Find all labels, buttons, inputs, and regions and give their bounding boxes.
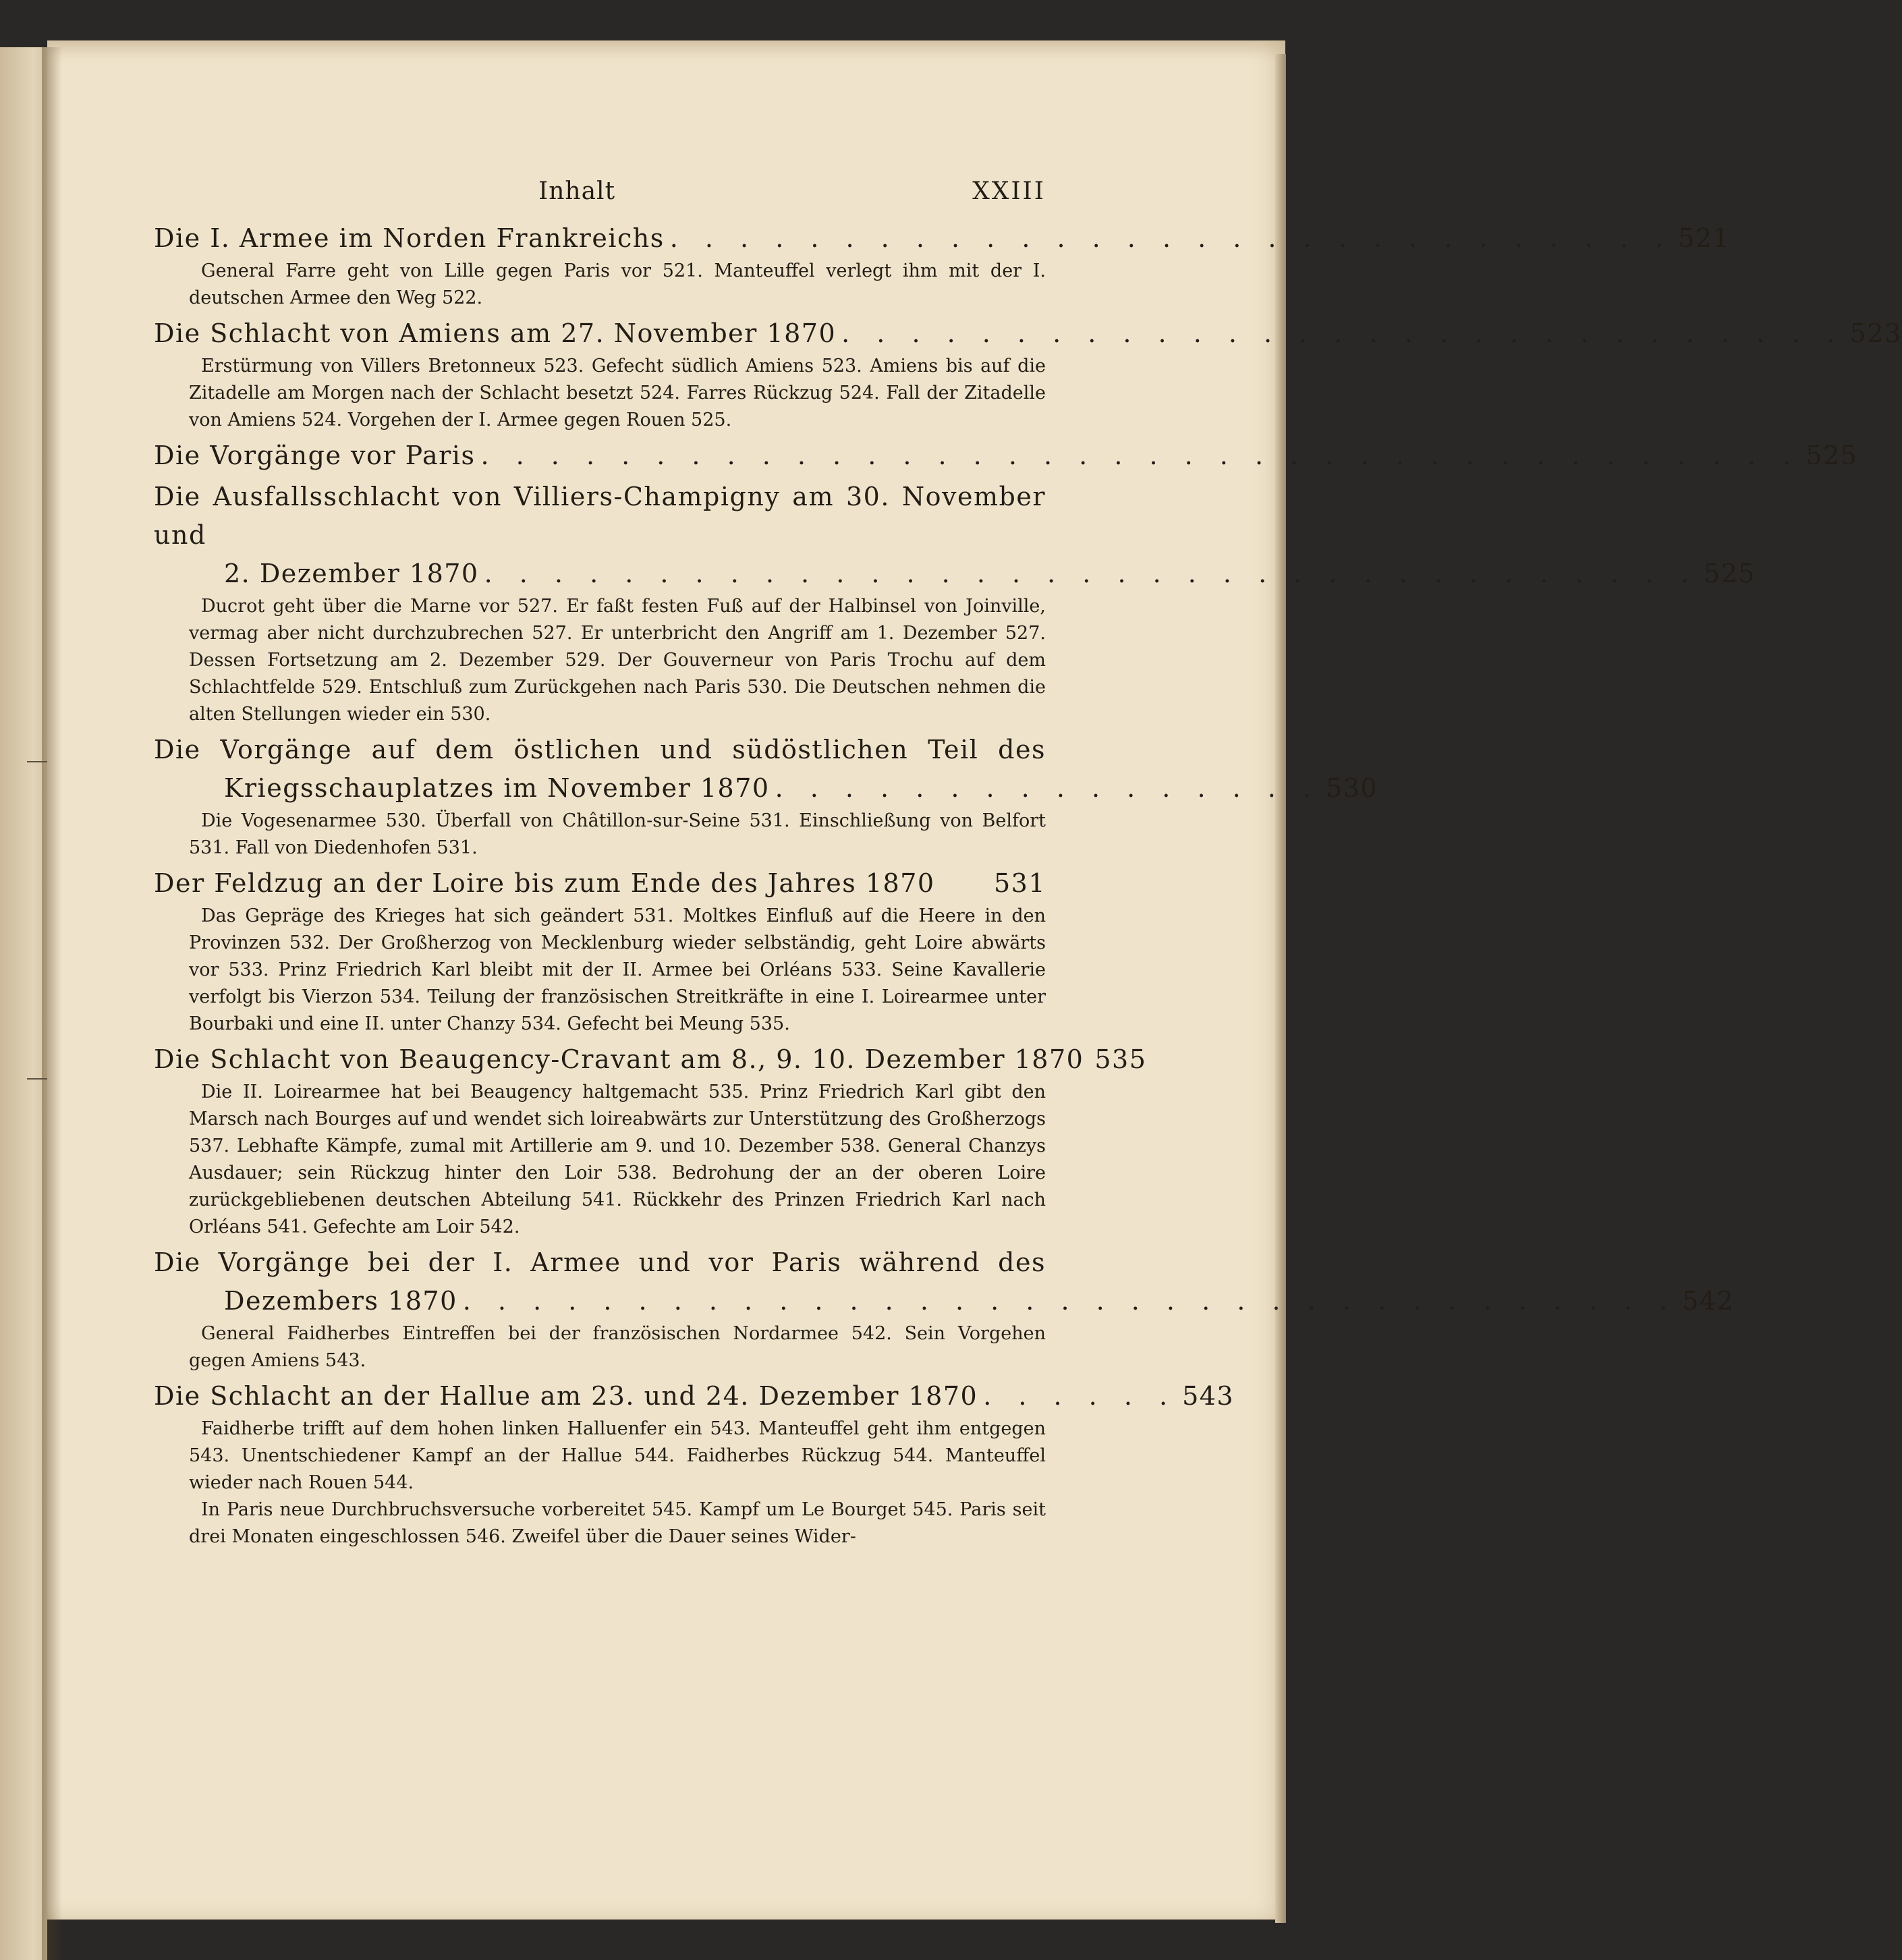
entry-page: 523 bbox=[1849, 318, 1902, 348]
summary-text: Faidherbe trifft auf dem hohen linken Halluenfer ein 543. Manteuffel geht ihm entgegen 543. Unentschiedener Kampf an der Hallue 544. Faidherbes Rückzug 544. Manteuffel wieder nach Rouen 544. bbox=[189, 1418, 1046, 1493]
toc-entry bbox=[154, 1243, 1735, 1374]
summary-text: Die II. Loirearmee hat bei Beaugency haltgemacht 535. Prinz Friedrich Karl gibt den Marsch nach Bourges auf und wendet sich loireabwärts zur Unterstützung des Großherzogs 537. Lebhafte Kämpfe, zumal mit Artillerie am 9. und 10. Dezember 538. General Chanzys Ausdauer; sein Rückzug hinter den Loir 538. Bedrohung der an der oberen Loire zurückgebliebenen deutschen Abteilung 541. Rückkehr des Prinzen Friedrich Karl nach Orléans 541. Gefechte am Loir 542. bbox=[189, 1082, 1046, 1237]
page-number: XXIII bbox=[972, 177, 1046, 205]
running-head bbox=[154, 172, 1046, 219]
entry-summary bbox=[154, 258, 1046, 312]
leader-dots: . . . . . . . . . . . . . . . . . . . . . . . . . . . . . . . . . . . . . . bbox=[480, 441, 1801, 470]
summary-text: Ducrot geht über die Marne vor 527. Er faßt festen Fuß auf der Halbinsel von Joinville, vermag aber nicht durchzubrechen 527. Er unterbricht den Angriff am 1. Dezember 527. Dessen Fortsetzung am 2. Dezember 529. Der Gouverneur von Paris Trochu auf dem Schlachtfelde 529. Entschluß zum Zurückgehen nach Paris 530. Die Deutschen nehmen die alten Stellungen wieder ein 530. bbox=[189, 596, 1046, 725]
entry-title: Die I. Armee im Norden Frankreichs bbox=[154, 223, 665, 253]
entry-title-line-1: Die Ausfallsschlacht von Villiers-Champigny am 30. November und bbox=[154, 482, 1046, 550]
summary-text: General Farre geht von Lille gegen Paris vor 521. Manteuffel verlegt ihm mit der I. deutschen Armee den Weg 522. bbox=[189, 260, 1046, 308]
toc-entry bbox=[154, 731, 1378, 862]
summary-text: Erstürmung von Villers Bretonneux 523. Gefecht südlich Amiens 523. Amiens bis auf die Zitadelle am Morgen nach der Schlacht besetzt 524. Farres Rückzug 524. Fall der Zitadelle von Amiens 524. Vorgehen der I. Armee gegen Rouen 525. bbox=[189, 356, 1046, 430]
entry-title: Die Schlacht an der Hallue am 23. und 24. Dezember 1870 bbox=[154, 1381, 978, 1411]
entry-heading bbox=[154, 314, 1902, 353]
leader-dots: . . . . . . bbox=[983, 1381, 1177, 1411]
entry-summary bbox=[154, 353, 1046, 434]
entry-summary bbox=[154, 1320, 1046, 1374]
entry-title: Die Vorgänge vor Paris bbox=[154, 441, 476, 470]
entry-page: 543 bbox=[1182, 1381, 1235, 1411]
entry-summary bbox=[154, 903, 1046, 1038]
leader-dots: . . . . . . . . . . . . . . . . . . . . . . . . . . . . . bbox=[669, 223, 1673, 253]
leader-dots: . . . . . . . . . . . . . . . . . . . . . . . . . . . . . . . . . . . bbox=[484, 559, 1699, 588]
entry-title-line-1: Die Vorgänge auf dem östlichen und südöstlichen Teil des bbox=[154, 735, 1046, 764]
entry-page: 542 bbox=[1682, 1286, 1735, 1316]
summary-text-continued: In Paris neue Durchbruchsversuche vorbereitet 545. Kampf um Le Bourget 545. Paris seit drei Monaten eingeschlossen 546. Zweifel über die Dauer seines Wider- bbox=[189, 1499, 1046, 1547]
summary-text: Das Gepräge des Krieges hat sich geändert 531. Moltkes Einfluß auf die Heere in den Provinzen 532. Der Großherzog von Mecklenburg wieder selbständig, geht Loire abwärts vor 533. Prinz Friedrich Karl bleibt mit der II. Armee bei Orléans 533. Seine Kavallerie verfolgt bis Vierzon 534. Teilung der französischen Streitkräfte in eine I. Loirearmee unter Bourbaki und eine II. unter Chanzy 534. Gefecht bei Meung 535. bbox=[189, 905, 1046, 1034]
entry-page: 521 bbox=[1678, 223, 1731, 253]
toc-entry bbox=[154, 1377, 1235, 1550]
entry-heading bbox=[154, 555, 1756, 593]
toc-entry bbox=[154, 1040, 1147, 1241]
leader-dots: . . . . . . . . . . . . . . . . . . . . . . . . . . . . . . . . . . . bbox=[462, 1286, 1677, 1316]
summary-text: Die Vogesenarmee 530. Überfall von Châtillon-sur-Seine 531. Einschließung von Belfort 531. Fall von Diedenhofen 531. bbox=[189, 810, 1046, 858]
entry-page: 535 bbox=[1094, 1044, 1147, 1074]
entry-summary bbox=[154, 593, 1046, 728]
entry-title: Die Schlacht von Amiens am 27. November 1870 bbox=[154, 318, 837, 348]
entry-title: Der Feldzug an der Loire bis zum Ende des Jahres 1870 bbox=[154, 868, 935, 898]
running-head-title: Inhalt bbox=[538, 177, 616, 205]
entry-heading bbox=[154, 219, 1731, 258]
entry-heading bbox=[154, 864, 1046, 903]
entry-heading bbox=[154, 1282, 1735, 1320]
entry-title: Kriegsschauplatzes im November 1870 bbox=[224, 773, 770, 803]
margin-tick bbox=[27, 1078, 47, 1080]
entry-summary bbox=[154, 1079, 1046, 1241]
entry-page: 525 bbox=[1806, 441, 1858, 470]
toc-entry bbox=[154, 437, 1858, 475]
entry-summary bbox=[154, 1416, 1046, 1550]
entry-heading bbox=[154, 437, 1858, 475]
entry-heading bbox=[154, 1377, 1235, 1416]
entry-title: 2. Dezember 1870 bbox=[224, 559, 479, 588]
entry-title: Dezembers 1870 bbox=[224, 1286, 457, 1316]
toc-entry bbox=[154, 219, 1731, 312]
toc-entry bbox=[154, 314, 1902, 434]
facing-page-edge bbox=[0, 47, 47, 1960]
entry-heading bbox=[154, 1040, 1147, 1079]
leader-dots: . . . . . . . . . . . . . . . . bbox=[775, 773, 1321, 803]
margin-tick bbox=[27, 761, 47, 762]
toc-entry bbox=[154, 478, 1756, 728]
leader-dots: . . . . . . . . . . . . . . . . . . . . . . . . . . . . . bbox=[841, 318, 1845, 348]
entry-page: 525 bbox=[1704, 559, 1756, 588]
entry-heading bbox=[154, 769, 1378, 808]
table-of-contents bbox=[154, 172, 1902, 1553]
summary-text: General Faidherbes Eintreffen bei der französischen Nordarmee 542. Sein Vorgehen gegen Amiens 543. bbox=[189, 1323, 1046, 1371]
entry-title-line-1: Die Vorgänge bei der I. Armee und vor Paris während des bbox=[154, 1248, 1046, 1277]
gutter-shadow bbox=[42, 47, 62, 1960]
entry-page: 530 bbox=[1326, 773, 1378, 803]
toc-entry bbox=[154, 864, 1046, 1038]
entry-title: Die Schlacht von Beaugency-Cravant am 8., 9. 10. Dezember 1870 bbox=[154, 1044, 1084, 1074]
entry-summary bbox=[154, 808, 1046, 862]
entry-page: 531 bbox=[993, 868, 1046, 898]
